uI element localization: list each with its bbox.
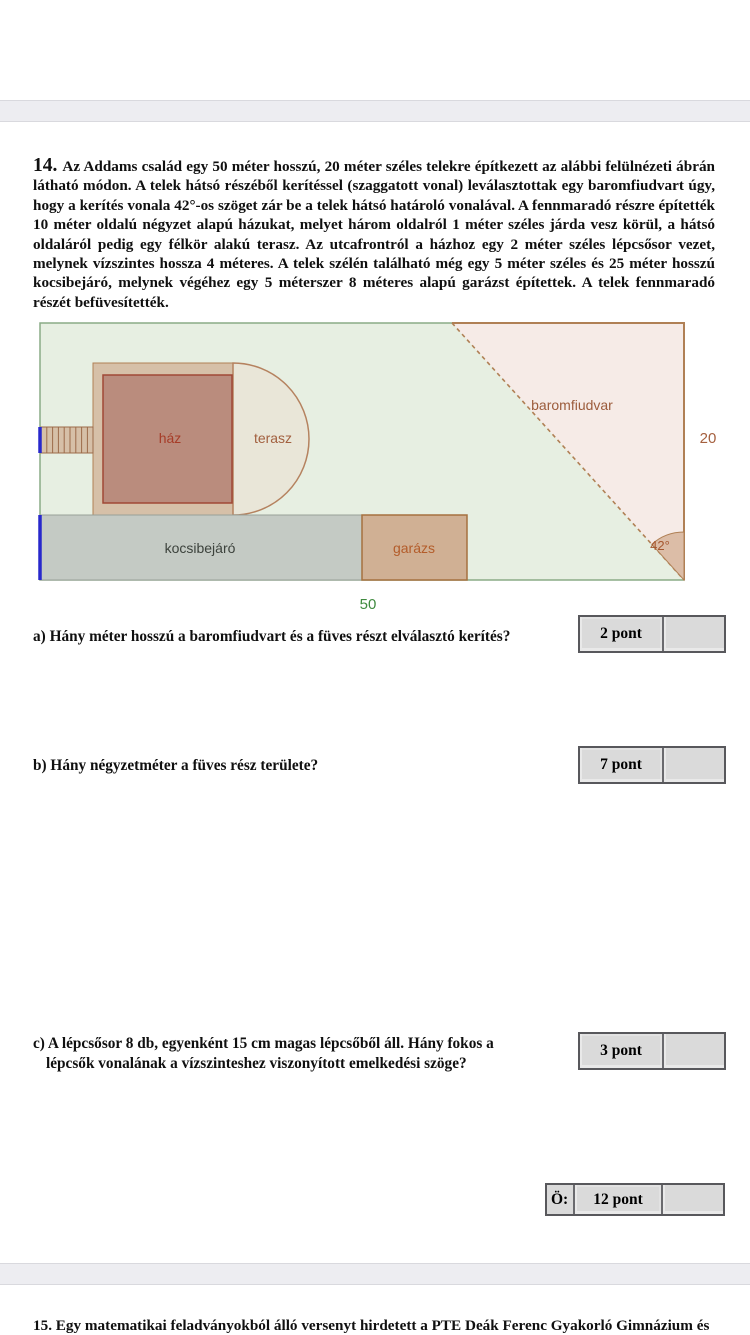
question-a-score-cell [664, 617, 724, 651]
next-problem-clipped: 15. Egy matematikai feladványokból álló versenyt hirdetett a PTE Deák Ferenc Gyakorló Gimnázium és [33, 1317, 710, 1334]
question-c-text-line2: lépcsők vonalának a vízszinteshez viszonyított emelkedési szöge? [46, 1055, 467, 1072]
question-b-score-cell [664, 748, 724, 782]
garage-label: garázs [392, 540, 436, 556]
question-c-text-line1: c) A lépcsősor 8 db, egyenként 15 cm magas lépcsőből áll. Hány fokos a [33, 1035, 494, 1052]
question-b-text: b) Hány négyzetméter a füves rész területe? [33, 757, 319, 774]
width-label: 20 [699, 430, 717, 447]
plot-diagram [30, 315, 720, 615]
question-b-points-label: 7 pont [580, 748, 664, 782]
question-c-score-cell [664, 1034, 724, 1068]
house-label: ház [158, 430, 182, 446]
page-separator-top [0, 100, 750, 122]
total-points-box [545, 1183, 725, 1216]
question-b-points-box [578, 746, 726, 784]
question-c-points-box [578, 1032, 726, 1070]
question-a-points-label: 2 pont [580, 617, 664, 651]
problem-statement-text: Az Addams család egy 50 méter hosszú, 20 méter széles telekre építkezett az alábbi felülnézeti ábrán látható módon. A telek hátsó részéből kerítéssel (szaggatott vonal) leválasztottak egy baromfiudvart úgy, hogy a kerítés vonala 42°-os szöget zár be a telek hátsó határoló vonalával. A fennmaradó részre építették 10 méter oldalú négyzet alapú házukat, melyet három oldalról 1 méter széles járda vesz körül, a hátsó oldaláról pedig egy félkör alakú terasz. Az utcafrontról a házhoz egy 2 méter széles lépcsősor vezet, melynek vízszintes hossza 4 méteres. A telek szélén található még egy 5 méter széles és 25 méter hosszú kocsibejáró, melynek végéhez egy 5 méterszer 8 méteres alapú garázst építettek. A telek fennmaradó részét befüvesítették. [33, 158, 715, 311]
poultry-yard-label: baromfiudvar [531, 397, 613, 413]
page-separator-bottom [0, 1263, 750, 1285]
steps [41, 427, 93, 453]
total-points-label: 12 pont [575, 1185, 663, 1214]
angle-label: 42° [650, 538, 670, 553]
driveway-label: kocsibejáró [164, 540, 236, 556]
question-c-points-label: 3 pont [580, 1034, 664, 1068]
terrace-label: terasz [253, 430, 293, 446]
question-a-points-box [578, 615, 726, 653]
total-prefix: Ö: [547, 1185, 575, 1214]
total-score-cell [663, 1185, 723, 1214]
length-label: 50 [359, 596, 377, 613]
problem-statement [33, 156, 715, 312]
problem-number: 14. [33, 155, 58, 176]
question-a-text: a) Hány méter hosszú a baromfiudvart és a füves részt elválasztó kerítés? [33, 628, 511, 645]
